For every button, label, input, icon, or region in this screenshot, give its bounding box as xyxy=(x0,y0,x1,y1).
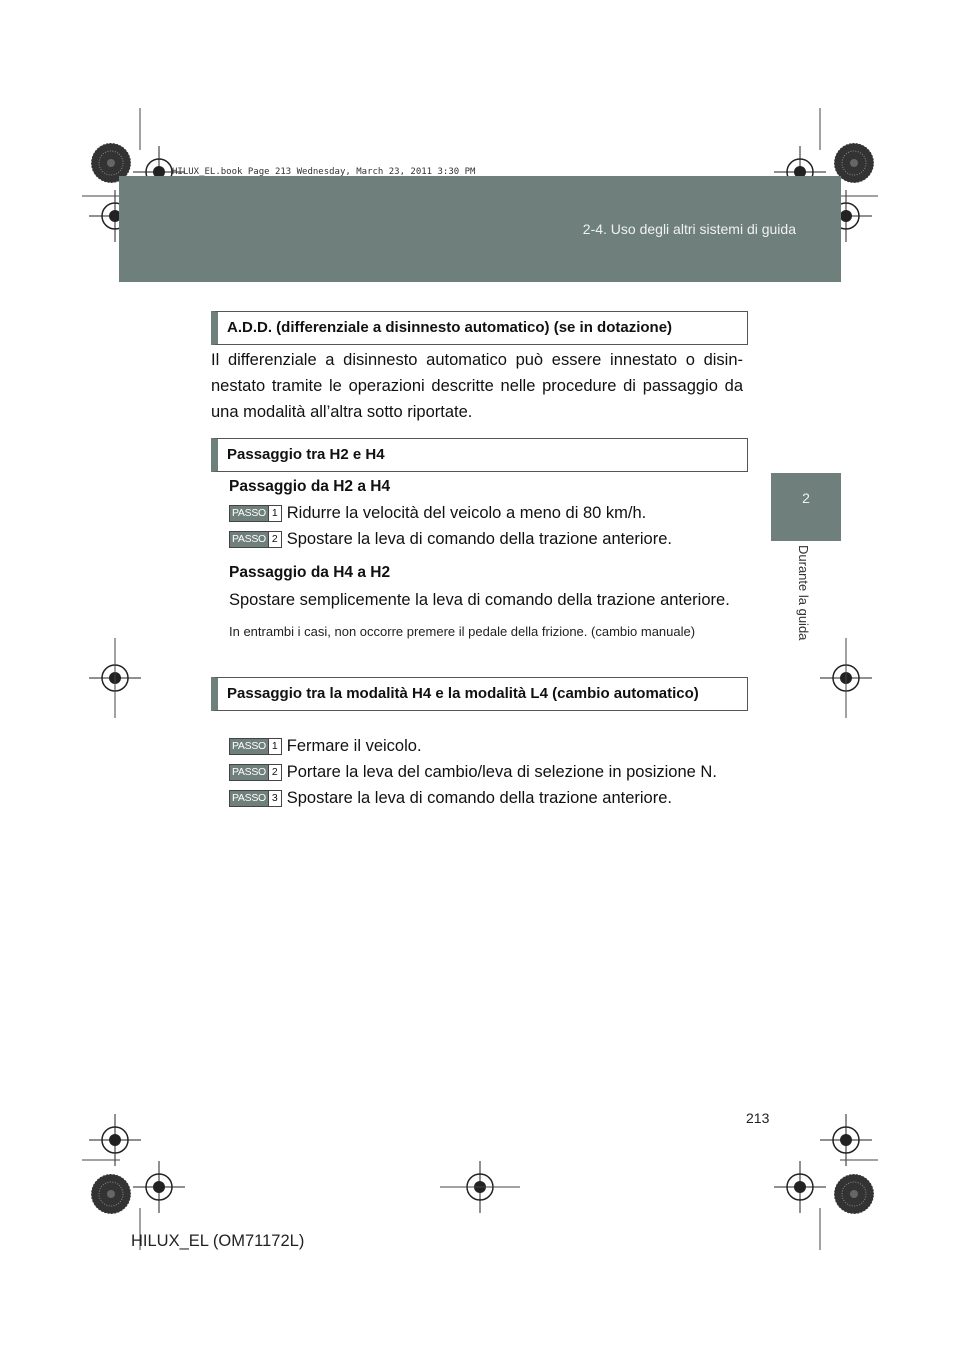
step-badge: PASSO 1 xyxy=(229,738,282,755)
section-heading-h4-l4: Passaggio tra la modalità H4 e la modalità L4 (cambio automatico) xyxy=(211,677,748,711)
chapter-side-label-text: Durante la guida xyxy=(796,545,811,641)
step-3 xyxy=(229,789,672,808)
section-heading-add: A.D.D. (differenziale a disinnesto automatico) (se in dotazione) xyxy=(211,311,748,345)
page-number: 213 xyxy=(746,1110,770,1126)
step-badge: PASSO 3 xyxy=(229,790,282,807)
step-text: Fermare il veicolo. xyxy=(286,737,422,755)
step-1 xyxy=(229,504,646,523)
step-badge: PASSO 2 xyxy=(229,764,282,781)
chapter-tab xyxy=(771,473,841,541)
step-badge: PASSO 2 xyxy=(229,531,282,548)
chapter-tab-number: 2 xyxy=(802,490,810,506)
step-1 xyxy=(229,737,422,756)
clutch-note: In entrambi i casi, non occorre premere il pedale della frizione. (cambio manuale) xyxy=(229,624,696,639)
chapter-side-label xyxy=(796,545,816,665)
step-2 xyxy=(229,530,672,549)
step-text: Portare la leva del cambio/leva di selezione in posizione N. xyxy=(286,763,717,781)
step-text: Spostare la leva di comando della trazione anteriore. xyxy=(286,789,672,807)
h4-to-h2-instruction: Spostare semplicemente la leva di comando della trazione anteriore. xyxy=(229,591,730,609)
section-heading-h2-h4: Passaggio tra H2 e H4 xyxy=(211,438,748,472)
step-badge: PASSO 1 xyxy=(229,505,282,522)
step-text: Spostare la leva di comando della trazione anteriore. xyxy=(286,530,672,548)
subheading-h2-to-h4: Passaggio da H2 a H4 xyxy=(229,478,391,495)
step-2 xyxy=(229,763,717,782)
subheading-h4-to-h2: Passaggio da H4 a H2 xyxy=(229,564,391,581)
section-add-body: Il differenziale a disinnesto automatico può essere innestato o disin-nestato tramite le operazioni descritte nelle procedure di passaggio da una modalità all’altra sotto riportate. xyxy=(211,351,743,421)
document-code: HILUX_EL (OM71172L) xyxy=(131,1232,305,1250)
step-text: Ridurre la velocità del veicolo a meno di 80 km/h. xyxy=(286,504,647,522)
book-stamp: HILUX_EL.book Page 213 Wednesday, March 23, 2011 3:30 PM xyxy=(172,167,476,177)
header-section-title: 2-4. Uso degli altri sistemi di guida xyxy=(582,221,796,237)
